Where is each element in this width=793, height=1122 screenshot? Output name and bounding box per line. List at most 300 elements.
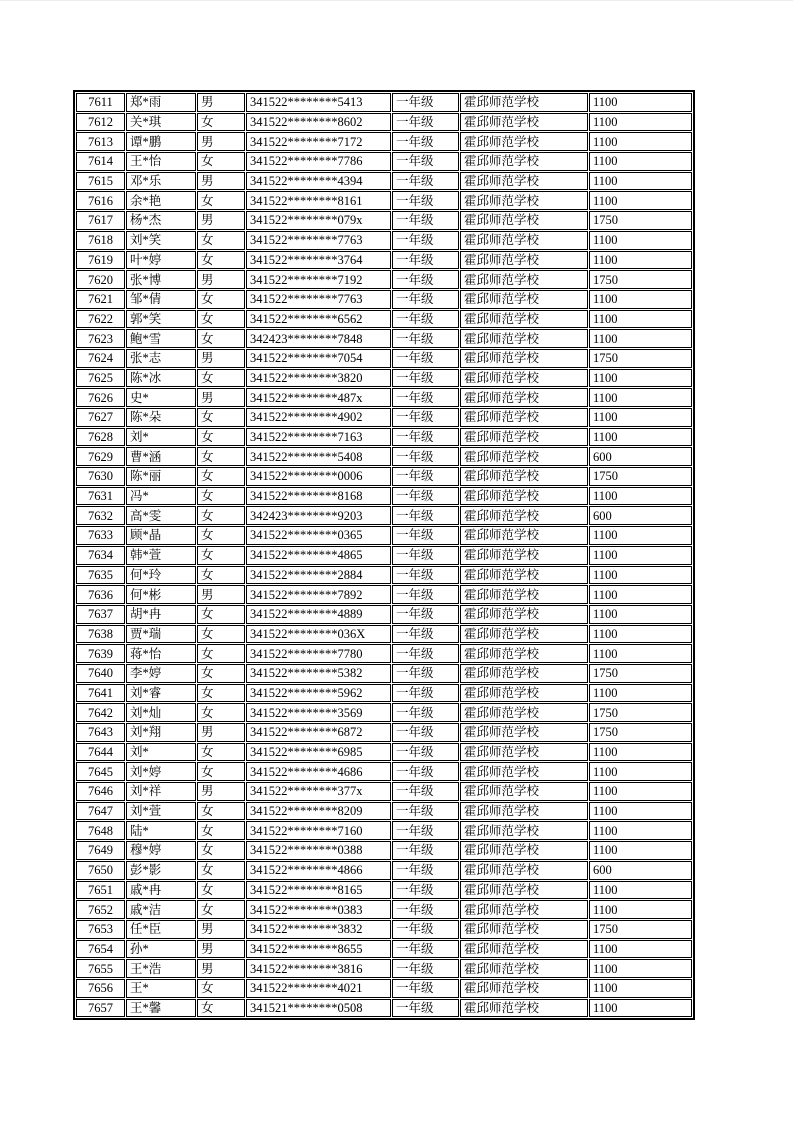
table-row [76,881,692,900]
student-name: 刘*睿 [126,684,196,703]
table-row [76,132,692,151]
amount: 1100 [589,605,692,624]
gender: 女 [197,152,245,171]
serial-number: 7639 [76,644,125,663]
gender: 女 [197,447,245,466]
amount: 1100 [589,940,692,959]
amount: 1100 [589,132,692,151]
school: 霍邱师范学校 [460,447,588,466]
table-row [76,999,692,1018]
gender: 女 [197,329,245,348]
school: 霍邱师范学校 [460,369,588,388]
table-row [76,447,692,466]
table-row [76,644,692,663]
student-name: 曹*涵 [126,447,196,466]
school: 霍邱师范学校 [460,644,588,663]
student-name: 穆*婷 [126,841,196,860]
school: 霍邱师范学校 [460,290,588,309]
gender: 女 [197,743,245,762]
amount: 1100 [589,821,692,840]
id-number: 341522********079x [246,211,391,230]
amount: 1100 [589,113,692,132]
gender: 女 [197,310,245,329]
id-number: 341522********8602 [246,113,391,132]
student-name: 彭*影 [126,861,196,880]
school: 霍邱师范学校 [460,861,588,880]
table-row [76,625,692,644]
gender: 女 [197,408,245,427]
amount: 1100 [589,251,692,270]
id-number: 341522********0365 [246,526,391,545]
student-name: 刘* [126,428,196,447]
student-name: 鲍*雪 [126,329,196,348]
gender: 女 [197,369,245,388]
gender: 女 [197,664,245,683]
grade: 一年级 [392,821,459,840]
table-row [76,743,692,762]
gender: 女 [197,841,245,860]
gender: 男 [197,782,245,801]
school: 霍邱师范学校 [460,506,588,525]
grade: 一年级 [392,881,459,900]
grade: 一年级 [392,506,459,525]
student-name: 邹*倩 [126,290,196,309]
table-row [76,113,692,132]
amount: 1100 [589,93,692,112]
student-name: 任*臣 [126,920,196,939]
gender: 女 [197,605,245,624]
serial-number: 7633 [76,526,125,545]
school: 霍邱师范学校 [460,999,588,1018]
grade: 一年级 [392,113,459,132]
amount: 1100 [589,408,692,427]
school: 霍邱师范学校 [460,113,588,132]
amount: 1100 [589,782,692,801]
grade: 一年级 [392,447,459,466]
id-number: 341522********036X [246,625,391,644]
student-name: 王*怡 [126,152,196,171]
school: 霍邱师范学校 [460,310,588,329]
grade: 一年级 [392,329,459,348]
table-row [76,290,692,309]
school: 霍邱师范学校 [460,802,588,821]
grade: 一年级 [392,605,459,624]
school: 霍邱师范学校 [460,388,588,407]
amount: 1100 [589,329,692,348]
table-row [76,310,692,329]
student-name: 贾*瑞 [126,625,196,644]
grade: 一年级 [392,388,459,407]
table-row [76,369,692,388]
grade: 一年级 [392,644,459,663]
id-number: 341522********377x [246,782,391,801]
id-number: 342423********7848 [246,329,391,348]
serial-number: 7644 [76,743,125,762]
table-row [76,762,692,781]
id-number: 341522********3832 [246,920,391,939]
id-number: 341522********3816 [246,959,391,978]
gender: 男 [197,93,245,112]
id-number: 341522********3764 [246,251,391,270]
student-name: 刘*祥 [126,782,196,801]
serial-number: 7627 [76,408,125,427]
table-row [76,93,692,112]
id-number: 341522********5382 [246,664,391,683]
serial-number: 7623 [76,329,125,348]
table-row [76,940,692,959]
amount: 1100 [589,369,692,388]
serial-number: 7656 [76,979,125,998]
school: 霍邱师范学校 [460,979,588,998]
serial-number: 7643 [76,723,125,742]
grade: 一年级 [392,408,459,427]
gender: 女 [197,625,245,644]
gender: 男 [197,211,245,230]
gender: 女 [197,999,245,1018]
gender: 男 [197,920,245,939]
id-number: 342423********9203 [246,506,391,525]
gender: 男 [197,349,245,368]
school: 霍邱师范学校 [460,231,588,250]
table-row [76,172,692,191]
student-name: 杨*杰 [126,211,196,230]
school: 霍邱师范学校 [460,487,588,506]
table-row [76,329,692,348]
table-row [76,703,692,722]
amount: 600 [589,447,692,466]
table-row [76,802,692,821]
serial-number: 7641 [76,684,125,703]
id-number: 341522********3569 [246,703,391,722]
id-number: 341522********8209 [246,802,391,821]
student-name: 刘*翔 [126,723,196,742]
table-row [76,408,692,427]
gender: 女 [197,821,245,840]
id-number: 341522********6985 [246,743,391,762]
grade: 一年级 [392,349,459,368]
table-row [76,782,692,801]
id-number: 341522********4686 [246,762,391,781]
id-number: 341522********7192 [246,270,391,289]
school: 霍邱师范学校 [460,191,588,210]
serial-number: 7624 [76,349,125,368]
id-number: 341522********7763 [246,231,391,250]
serial-number: 7649 [76,841,125,860]
table-row [76,664,692,683]
amount: 1100 [589,191,692,210]
id-number: 341522********7763 [246,290,391,309]
student-name: 戚*洁 [126,900,196,919]
school: 霍邱师范学校 [460,152,588,171]
student-name: 谭*鹏 [126,132,196,151]
serial-number: 7640 [76,664,125,683]
grade: 一年级 [392,861,459,880]
student-name: 邓*乐 [126,172,196,191]
student-name: 余*艳 [126,191,196,210]
school: 霍邱师范学校 [460,428,588,447]
school: 霍邱师范学校 [460,270,588,289]
school: 霍邱师范学校 [460,959,588,978]
student-name: 何*玲 [126,566,196,585]
school: 霍邱师范学校 [460,703,588,722]
id-number: 341521********0508 [246,999,391,1018]
grade: 一年级 [392,743,459,762]
gender: 女 [197,506,245,525]
grade: 一年级 [392,625,459,644]
grade: 一年级 [392,152,459,171]
gender: 女 [197,113,245,132]
id-number: 341522********7163 [246,428,391,447]
school: 霍邱师范学校 [460,762,588,781]
student-name: 陈*丽 [126,467,196,486]
table-row [76,251,692,270]
school: 霍邱师范学校 [460,526,588,545]
school: 霍邱师范学校 [460,349,588,368]
serial-number: 7628 [76,428,125,447]
student-name: 刘*灿 [126,703,196,722]
amount: 1100 [589,231,692,250]
student-name: 刘*婷 [126,762,196,781]
amount: 1100 [589,487,692,506]
amount: 1100 [589,802,692,821]
student-name: 韩*萱 [126,546,196,565]
student-name: 陈*冰 [126,369,196,388]
school: 霍邱师范学校 [460,546,588,565]
id-number: 341522********8655 [246,940,391,959]
student-name: 王*馨 [126,999,196,1018]
id-number: 341522********487x [246,388,391,407]
serial-number: 7614 [76,152,125,171]
serial-number: 7642 [76,703,125,722]
amount: 1100 [589,546,692,565]
id-number: 341522********7786 [246,152,391,171]
gender: 女 [197,251,245,270]
table-row [76,506,692,525]
amount: 1100 [589,881,692,900]
id-number: 341522********4021 [246,979,391,998]
id-number: 341522********7160 [246,821,391,840]
grade: 一年级 [392,959,459,978]
student-name: 刘*萱 [126,802,196,821]
table-row [76,979,692,998]
page-top-edge [0,0,793,1]
grade: 一年级 [392,428,459,447]
gender: 女 [197,644,245,663]
serial-number: 7619 [76,251,125,270]
table-row [76,152,692,171]
table-row [76,349,692,368]
student-name: 叶*婷 [126,251,196,270]
amount: 1750 [589,723,692,742]
student-name: 关*琪 [126,113,196,132]
amount: 1100 [589,644,692,663]
table-row [76,605,692,624]
serial-number: 7611 [76,93,125,112]
gender: 男 [197,270,245,289]
serial-number: 7637 [76,605,125,624]
grade: 一年级 [392,231,459,250]
school: 霍邱师范学校 [460,900,588,919]
amount: 1750 [589,920,692,939]
table-row [76,861,692,880]
grade: 一年级 [392,762,459,781]
student-name: 戚*冉 [126,881,196,900]
school: 霍邱师范学校 [460,585,588,604]
serial-number: 7618 [76,231,125,250]
grade: 一年级 [392,802,459,821]
amount: 1100 [589,388,692,407]
school: 霍邱师范学校 [460,172,588,191]
id-number: 341522********4394 [246,172,391,191]
school: 霍邱师范学校 [460,408,588,427]
gender: 女 [197,979,245,998]
serial-number: 7630 [76,467,125,486]
student-name: 郭*笑 [126,310,196,329]
amount: 1750 [589,270,692,289]
serial-number: 7636 [76,585,125,604]
table-row [76,211,692,230]
id-number: 341522********6872 [246,723,391,742]
table-row [76,526,692,545]
student-name: 顾*晶 [126,526,196,545]
gender: 男 [197,723,245,742]
amount: 600 [589,861,692,880]
grade: 一年级 [392,526,459,545]
table-row [76,487,692,506]
school: 霍邱师范学校 [460,566,588,585]
school: 霍邱师范学校 [460,821,588,840]
grade: 一年级 [392,191,459,210]
gender: 男 [197,940,245,959]
gender: 女 [197,802,245,821]
id-number: 341522********2884 [246,566,391,585]
amount: 1100 [589,566,692,585]
student-name: 孙* [126,940,196,959]
amount: 1100 [589,625,692,644]
id-number: 341522********4865 [246,546,391,565]
student-name: 陈*朵 [126,408,196,427]
student-name: 刘*笑 [126,231,196,250]
gender: 女 [197,762,245,781]
serial-number: 7631 [76,487,125,506]
serial-number: 7647 [76,802,125,821]
id-number: 341522********7892 [246,585,391,604]
serial-number: 7629 [76,447,125,466]
grade: 一年级 [392,999,459,1018]
serial-number: 7652 [76,900,125,919]
amount: 1750 [589,664,692,683]
gender: 女 [197,546,245,565]
serial-number: 7620 [76,270,125,289]
grade: 一年级 [392,487,459,506]
grade: 一年级 [392,979,459,998]
id-number: 341522********8161 [246,191,391,210]
id-number: 341522********4902 [246,408,391,427]
grade: 一年级 [392,310,459,329]
amount: 1100 [589,999,692,1018]
gender: 女 [197,881,245,900]
id-number: 341522********0388 [246,841,391,860]
student-name: 何*彬 [126,585,196,604]
serial-number: 7635 [76,566,125,585]
grade: 一年级 [392,723,459,742]
gender: 男 [197,172,245,191]
student-name: 李*婷 [126,664,196,683]
student-name: 郑*雨 [126,93,196,112]
grade: 一年级 [392,566,459,585]
school: 霍邱师范学校 [460,625,588,644]
table-row [76,900,692,919]
school: 霍邱师范学校 [460,841,588,860]
amount: 1100 [589,585,692,604]
serial-number: 7626 [76,388,125,407]
serial-number: 7654 [76,940,125,959]
grade: 一年级 [392,546,459,565]
school: 霍邱师范学校 [460,743,588,762]
grade: 一年级 [392,132,459,151]
table-row [76,428,692,447]
gender: 男 [197,132,245,151]
grade: 一年级 [392,585,459,604]
school: 霍邱师范学校 [460,920,588,939]
amount: 1750 [589,703,692,722]
amount: 1100 [589,428,692,447]
school: 霍邱师范学校 [460,251,588,270]
serial-number: 7651 [76,881,125,900]
amount: 1100 [589,310,692,329]
gender: 女 [197,684,245,703]
serial-number: 7648 [76,821,125,840]
student-name: 王*浩 [126,959,196,978]
serial-number: 7645 [76,762,125,781]
serial-number: 7646 [76,782,125,801]
serial-number: 7613 [76,132,125,151]
id-number: 341522********7780 [246,644,391,663]
table-row [76,191,692,210]
id-number: 341522********8165 [246,881,391,900]
amount: 1750 [589,467,692,486]
id-number: 341522********4889 [246,605,391,624]
gender: 女 [197,703,245,722]
school: 霍邱师范学校 [460,211,588,230]
school: 霍邱师范学校 [460,684,588,703]
student-name: 蒋*怡 [126,644,196,663]
gender: 女 [197,467,245,486]
id-number: 341522********3820 [246,369,391,388]
school: 霍邱师范学校 [460,881,588,900]
serial-number: 7657 [76,999,125,1018]
grade: 一年级 [392,172,459,191]
student-name: 张*志 [126,349,196,368]
serial-number: 7634 [76,546,125,565]
serial-number: 7615 [76,172,125,191]
serial-number: 7612 [76,113,125,132]
grade: 一年级 [392,782,459,801]
grade: 一年级 [392,900,459,919]
grade: 一年级 [392,940,459,959]
serial-number: 7638 [76,625,125,644]
id-number: 341522********0006 [246,467,391,486]
table-row [76,546,692,565]
id-number: 341522********0383 [246,900,391,919]
school: 霍邱师范学校 [460,467,588,486]
amount: 1100 [589,290,692,309]
school: 霍邱师范学校 [460,723,588,742]
amount: 1100 [589,959,692,978]
student-name: 高*雯 [126,506,196,525]
serial-number: 7650 [76,861,125,880]
student-name: 冯* [126,487,196,506]
